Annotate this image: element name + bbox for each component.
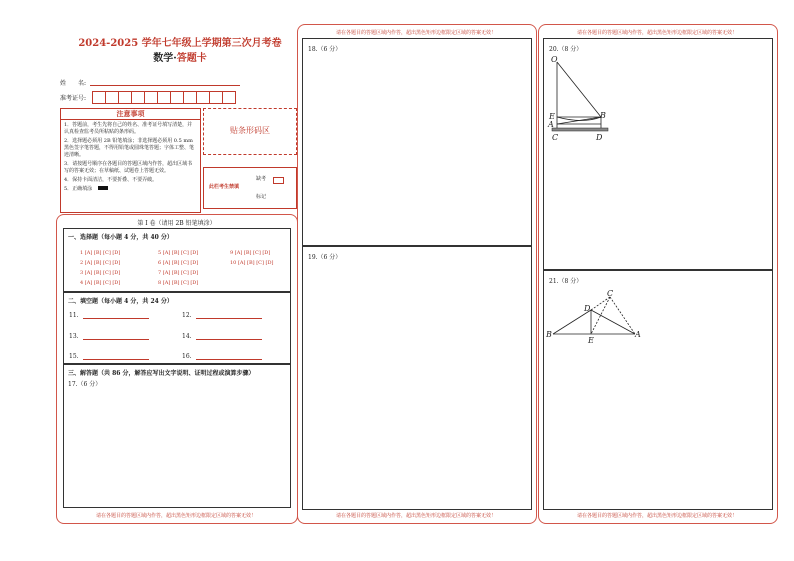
fig20-label: A [548,120,554,129]
fig21-dashed-dc [591,297,610,310]
choice-row[interactable]: 7 [A] [B] [C] [D] [158,270,199,276]
fig20-line-ab [557,117,601,124]
id-box[interactable] [144,91,158,104]
id-label: 准考证号: [60,95,87,102]
choice-row[interactable]: 6 [A] [B] [C] [D] [158,260,199,266]
fill-item[interactable] [182,333,262,340]
fig20-arc [557,117,601,121]
notes-title: 注意事项 [61,109,200,120]
volume-title: 第 I 卷（请用 2B 铅笔填涂） [137,220,216,227]
choice-col-3 [230,248,273,268]
notes-box [60,108,201,213]
warning-text: 请在各题目的答题区域内作答，超出黑色矩形边框限定区域的答案无效！ [576,30,737,36]
absent-mark-bottom: 标记 [256,194,267,200]
fig20-rope [557,62,601,117]
fill-blank[interactable] [196,312,262,319]
fig21-side-da [591,310,635,334]
subtitle-card: 答题卡 [176,53,207,64]
fill-example-row [64,186,197,193]
fig21-label: E [588,336,594,345]
name-field[interactable] [90,85,240,86]
choice-row[interactable]: 10 [A] [B] [C] [D] [230,260,274,266]
choice-row[interactable]: 2 [A] [B] [C] [D] [80,260,121,266]
absent-mark-top: 缺考 [256,176,267,182]
fill-item[interactable] [182,312,262,319]
choice-row[interactable]: 1 [A] [B] [C] [D] [80,250,121,256]
warning-text: 请在各题目的答题区域内作答，超出黑色矩形边框限定区域的答案无效！ [95,513,256,519]
barcode-label: 贴条形码区 [230,126,270,135]
note-item: 3．请按题号顺序在各题目的答题区域内作答，超出区域书写的答案无效；在草稿纸、试题卷上答题无效。 [64,161,193,174]
choice-col-2 [158,248,198,288]
choice-row[interactable]: 5 [A] [B] [C] [D] [158,250,199,256]
fill-number: 14. [182,333,192,340]
fig20-label: O [551,55,558,64]
fill-number: 13. [69,333,79,340]
id-box[interactable] [92,91,106,104]
fill-number: 11. [69,312,79,319]
section3-box[interactable] [63,364,291,508]
name-label: 姓 名: [60,80,87,87]
id-box[interactable] [131,91,145,104]
fill-blank[interactable] [83,353,149,360]
warning-text: 请在各题目的答题区域内作答，超出黑色矩形边框限定区域的答案无效！ [576,513,737,519]
fig21-side-bd [553,310,591,334]
id-boxes[interactable] [92,89,235,108]
fig20-label: D [596,133,603,142]
fill-blank[interactable] [196,353,262,360]
fig21-label: D [584,304,591,313]
card-subtitle [70,49,290,64]
fill-blank[interactable] [83,312,149,319]
fill-example-label: 5．正确填涂 [64,186,93,192]
filled-mark-icon [98,186,108,190]
fig20-label: B [600,111,606,120]
fig21-label: B [546,330,552,339]
section2-box [63,292,291,364]
choice-col-1 [80,248,120,288]
fig20-ground [552,128,608,131]
id-box[interactable] [170,91,184,104]
exam-title: 2024-2025 学年七年级上学期第三次月考卷 [78,38,282,49]
fig20-label: E [549,112,555,121]
fill-number: 12. [182,312,192,319]
fill-item[interactable] [69,353,149,360]
choice-row[interactable]: 9 [A] [B] [C] [D] [230,250,271,256]
note-item: 4．保持卡面清洁，不要折叠、不要弄破。 [64,177,158,183]
figure-21 [543,288,643,348]
fig21-label: C [607,289,614,298]
fig21-label: A [635,330,641,339]
warning-text: 请在各题目的答题区域内作答，超出黑色矩形边框限定区域的答案无效！ [335,513,496,519]
figure-20 [543,50,623,145]
answer-area-18[interactable] [302,38,532,246]
section3-heading: 三、解答题（共 86 分，解答应写出文字说明、证明过程或演算步骤） [68,370,255,377]
question-20-label: 20.（8 分） [549,46,583,53]
warning-text: 请在各题目的答题区域内作答，超出黑色矩形边框限定区域的答案无效！ [335,30,496,36]
id-box[interactable] [183,91,197,104]
id-box[interactable] [209,91,223,104]
fill-item[interactable] [182,353,262,360]
id-box[interactable] [196,91,210,104]
section2-heading: 二、填空题（每小题 4 分，共 24 分） [68,298,173,305]
choice-row[interactable]: 4 [A] [B] [C] [D] [80,280,121,286]
absent-checkbox[interactable] [273,177,284,184]
subtitle-main: 数学· [153,53,177,64]
id-box[interactable] [157,91,171,104]
question-21-label: 21.（8 分） [549,278,583,285]
fill-item[interactable] [69,312,149,319]
id-box[interactable] [222,91,236,104]
id-box[interactable] [118,91,132,104]
barcode-area [203,108,297,155]
absent-box [203,167,297,209]
fig20-label: C [552,133,559,142]
absent-label: 此栏考生禁填 [209,184,240,190]
section1-box [63,228,291,292]
fill-blank[interactable] [196,333,262,340]
fill-blank[interactable] [83,333,149,340]
question-17-label: 17.（6 分） [68,381,102,388]
fig21-dashed-ca [610,297,635,334]
fill-number: 15. [69,353,79,360]
fill-number: 16. [182,353,192,360]
note-item: 2．选择题必须用 2B 铅笔填涂；非选择题必须用 0.5 mm 黑色签字笔答题，不得用铅笔或圆珠笔答题；字体工整、笔迹清晰。 [64,138,195,158]
answer-area-19[interactable] [302,246,532,510]
note-item: 1．答题前，考生先将自己的姓名、准考证号填写清楚，并认真检查监考员所粘贴的条形码。 [64,122,193,135]
id-box[interactable] [105,91,119,104]
question-19-label: 19.（6 分） [308,254,342,261]
section1-heading: 一、选择题（每小题 4 分，共 40 分） [68,234,173,241]
fill-item[interactable] [69,333,149,340]
question-18-label: 18.（6 分） [308,46,342,53]
choice-row[interactable]: 3 [A] [B] [C] [D] [80,270,121,276]
choice-row[interactable]: 8 [A] [B] [C] [D] [158,280,199,286]
